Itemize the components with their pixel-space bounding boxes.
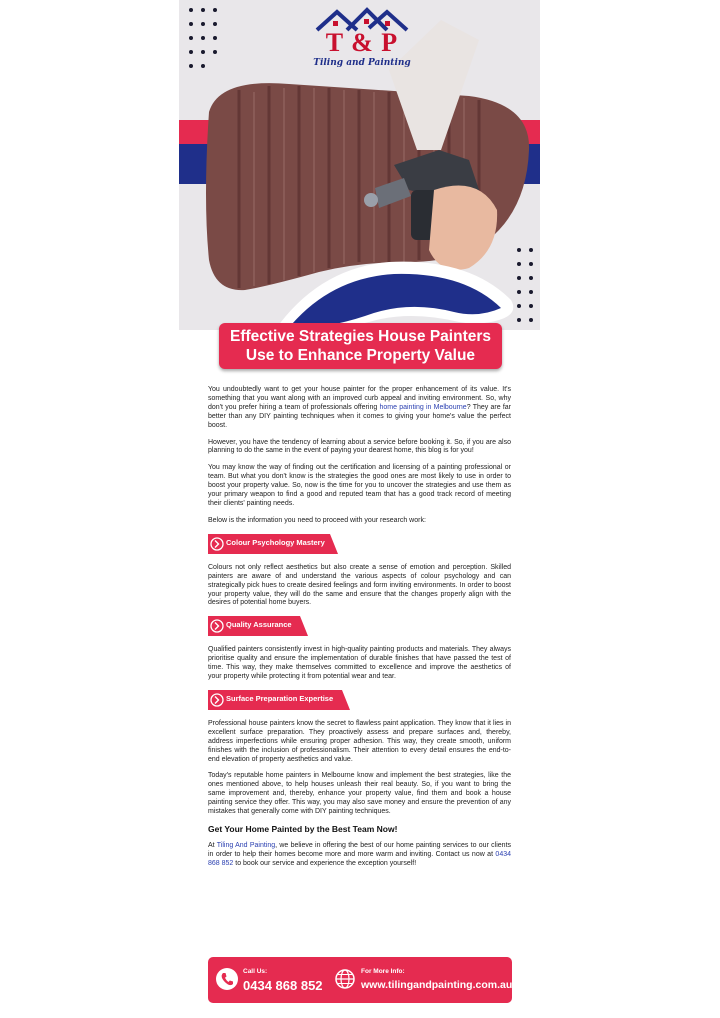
contact-text: At [208,841,217,849]
contact-paragraph [208,842,511,869]
article-body [208,386,511,877]
intro-paragraph-1 [208,386,511,431]
hero-banner [179,0,540,330]
info-label: For More Info: [361,968,405,975]
company-link[interactable]: Tiling And Painting [216,841,276,849]
phone-link[interactable]: 0434 868 852 [208,850,511,867]
section-text-surface: Professional house painters know the secret to flawless paint application. They know that it lies in excellent surface preparation. They proactively assess and prepare surfaces and, thereby, address imperfections while ensuring proper adhesion. This way, they create smooth, uniform finishes with the inclusion of professionalism. Their attention to every detail ensures the end-to-end elevation of property aesthetics and value. [208,719,511,763]
section-heading-colour [208,534,338,554]
closing-heading: Get Your Home Painted by the Best Team Now! [208,824,398,834]
phone-icon [216,968,238,990]
closing-paragraph: Today's reputable home painters in Melbourne know and implement the best strategies, like the ones mentioned above, to help houses unleash their real beauty. So, if you want to bring the same improvement and, thereby, enhance your property value, find them and book a house painting service they offer. This way, you may also save money and ensure the prevention of any mistakes that generally come with DIY painting techniques. [208,772,511,816]
section-heading-quality [208,616,308,636]
section-text-colour: Colours not only reflect aesthetics but also create a sense of emotion and perception. Skilled painters are aware of and understand the various aspects of colour psychology and can strategically pick hues to create desired feelings and form inviting environments. In order to boost your property value, they will do the same and ensure that the changes properly align with the desires of potential home buyers. [208,563,511,607]
intro-paragraph-4: Below is the information you need to proceed with your research work: [208,516,426,524]
section-heading-label: Surface Preparation Expertise [226,693,334,703]
infographic-sheet [179,0,540,1018]
intro-text: You undoubtedly want to get your house painter for the proper enhancement of its value. It's something that you want along with an improved curb appeal and inviting environment. So, why don't you prefer hiring a team of professionals offering [208,386,511,411]
contact-footer [208,957,512,1003]
section-heading-label: Colour Psychology Mastery [226,537,325,547]
intro-paragraph-3: You may know the way of finding out the certification and licensing of a painting professional or team. But what you don't know is the strategies the good ones are most likely to use in order to boost your property value. So, now is the time for you to uncover the strategies and use them as your primary weapon to find a good and reputed team that has a good track record of meeting their clients' painting needs. [208,464,511,507]
call-label: Call Us: [243,968,268,975]
logo-title: T & P [325,28,399,57]
contact-text: to book our service and experience the exception yourself! [233,859,417,867]
home-painting-link[interactable]: home painting in Melbourne [379,403,467,411]
intro-text-end: ? They are far better than any DIY painting techniques when it comes to giving your home's value the perfect boost. [208,403,512,429]
footer-phone[interactable]: 0434 868 852 [243,978,323,993]
section-heading-label: Quality Assurance [226,620,292,630]
section-text-quality: Qualified painters consistently invest in high-quality painting products and materials. They always prioritise quality and ensure the implementation of durable finishes that have passed the test of time. This way, they make themselves committed to excellence and improve the aesthetics of your property while protecting it from potential wear and tear. [208,646,511,681]
globe-icon [334,968,356,990]
logo-subtitle: Tiling and Painting [313,58,411,68]
intro-paragraph-2: However, you have the tendency of learning about a service before booking it. So, if you are also planning to do the same in the event of paying your dearest home, this blog is for you! [208,438,511,455]
logo [307,6,417,72]
section-heading-surface [208,690,350,710]
title-banner [219,323,502,369]
contact-text: , we believe in offering the best of our home painting services to our clients in order to help their homes become more and more warm and inviting. Contact us now at [208,841,512,858]
footer-website[interactable]: www.tilingandpainting.com.au [361,979,513,991]
page-title: Effective Strategies House Painters Use to Enhance Property Value [229,328,492,364]
